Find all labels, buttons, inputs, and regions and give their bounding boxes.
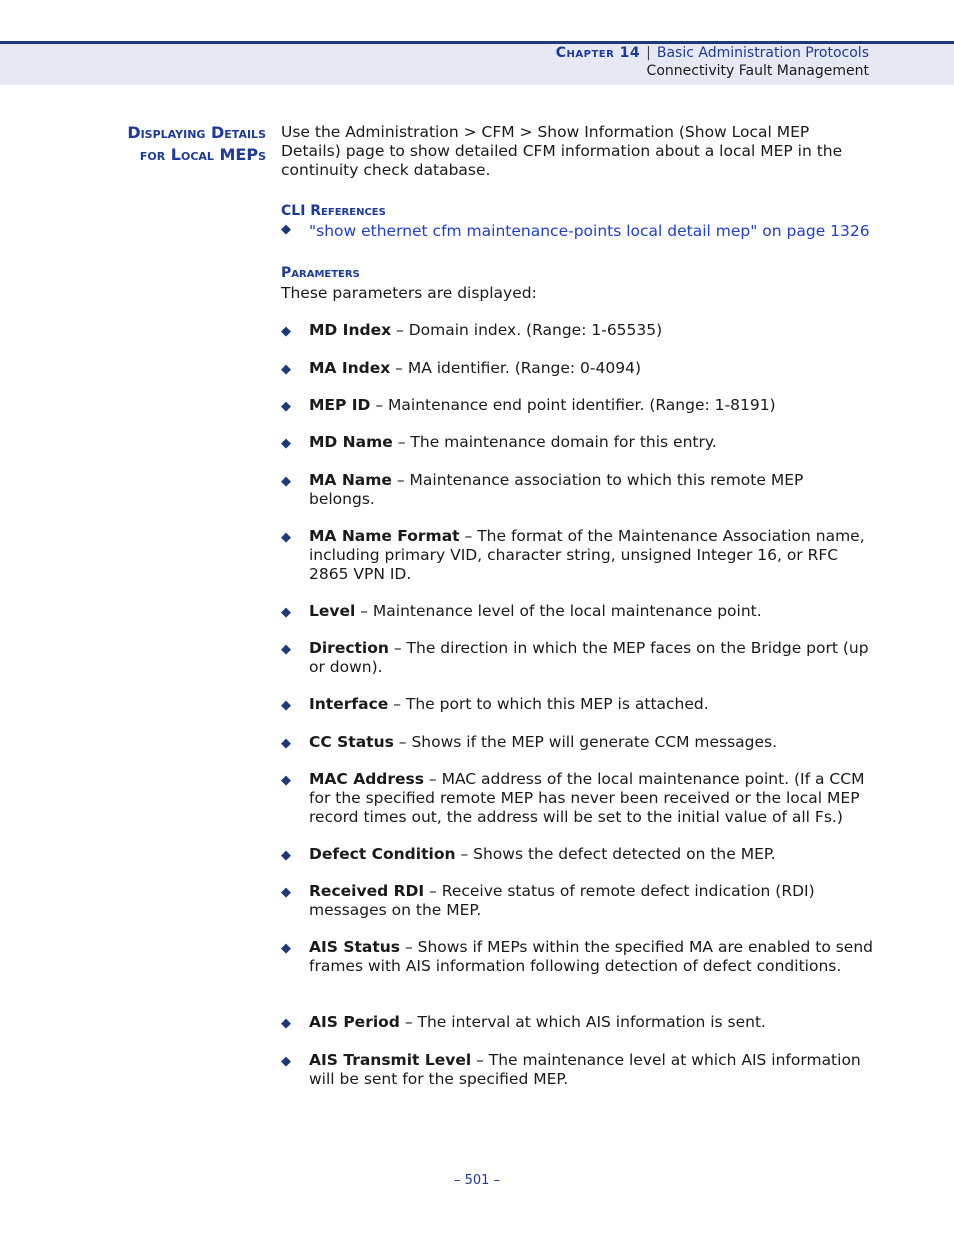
parameter-item [281, 938, 873, 976]
parameter-item [281, 602, 873, 621]
parameter-item [281, 770, 873, 827]
diamond-bullet-icon: ◆ [281, 222, 291, 237]
parameter-text [309, 845, 873, 864]
parameter-item [281, 845, 873, 864]
diamond-bullet-icon: ◆ [281, 530, 291, 545]
parameter-description: – MAC address of the local maintenance point. (If a CCM for the specified remote MEP has never been received or the local MEP record times out, the address will be set to the initial value of all Fs.) [309, 770, 865, 826]
diamond-bullet-icon: ◆ [281, 436, 291, 451]
parameter-text [309, 639, 873, 677]
parameter-name: AIS Status [309, 938, 401, 956]
parameter-item [281, 359, 873, 378]
parameter-item [281, 695, 873, 714]
parameters-intro: These parameters are displayed: [281, 284, 537, 302]
parameter-text [309, 527, 873, 584]
parameter-name: Direction [309, 639, 389, 657]
parameter-text [309, 882, 873, 920]
parameter-name: MEP ID [309, 396, 371, 414]
diamond-bullet-icon: ◆ [281, 1016, 291, 1031]
parameter-item [281, 1013, 873, 1032]
section-title-line1: Displaying Details [127, 123, 266, 142]
parameter-text [309, 770, 873, 827]
parameter-description: – Maintenance level of the local maintenance point. [355, 602, 762, 620]
parameter-text [309, 471, 873, 509]
diamond-bullet-icon: ◆ [281, 885, 291, 900]
parameter-name: Defect Condition [309, 845, 456, 863]
parameter-description: – The interval at which AIS information is sent. [399, 1013, 766, 1031]
section-name: Connectivity Fault Management [646, 63, 869, 79]
parameter-item [281, 471, 873, 509]
header-separator: | [646, 45, 651, 61]
parameters-heading: Parameters [281, 265, 360, 281]
chapter-title: Basic Administration Protocols [656, 45, 869, 61]
intro-paragraph: Use the Administration > CFM > Show Information (Show Local MEP Details) page to show detailed CFM information about a local MEP in the continuity check database. [281, 123, 843, 179]
diamond-bullet-icon: ◆ [281, 736, 291, 751]
parameter-name: Level [309, 602, 356, 620]
parameter-text [309, 602, 873, 621]
cli-reference-text[interactable]: "show ethernet cfm maintenance-points local detail mep" on page 1326 [309, 222, 870, 240]
cli-reference-link[interactable] [281, 222, 870, 240]
parameter-item [281, 733, 873, 752]
parameter-text [309, 1013, 873, 1032]
diamond-bullet-icon: ◆ [281, 399, 291, 414]
parameter-text [309, 938, 873, 976]
parameter-text [309, 359, 873, 378]
parameter-description: – The port to which this MEP is attached. [388, 695, 709, 713]
parameter-description: – Shows if MEPs within the specified MA are enabled to send frames with AIS information following detection of defect conditions. [309, 938, 874, 975]
parameter-description: – Domain index. (Range: 1-65535) [391, 321, 663, 339]
parameter-text [309, 396, 873, 415]
page-number: – 501 – [453, 1173, 501, 1188]
diamond-bullet-icon: ◆ [281, 941, 291, 956]
section-title [66, 122, 266, 166]
parameter-text [309, 695, 873, 714]
parameter-item [281, 1051, 873, 1089]
parameter-description: – Shows if the MEP will generate CCM messages. [393, 733, 778, 751]
parameter-description: – The maintenance domain for this entry. [392, 433, 717, 451]
parameter-description: – Shows the defect detected on the MEP. [455, 845, 776, 863]
cli-references-heading: CLI References [281, 203, 386, 219]
diamond-bullet-icon: ◆ [281, 474, 291, 489]
parameter-name: AIS Period [309, 1013, 400, 1031]
parameter-name: Received RDI [309, 882, 425, 900]
parameter-name: AIS Transmit Level [309, 1051, 472, 1069]
parameter-description: – The direction in which the MEP faces on the Bridge port (up or down). [309, 639, 869, 676]
diamond-bullet-icon: ◆ [281, 1054, 291, 1069]
parameter-name: MD Name [309, 433, 393, 451]
parameter-description: – The maintenance level at which AIS information will be sent for the specified MEP. [309, 1051, 861, 1088]
parameter-item [281, 639, 873, 677]
diamond-bullet-icon: ◆ [281, 773, 291, 788]
parameter-item [281, 396, 873, 415]
diamond-bullet-icon: ◆ [281, 642, 291, 657]
parameter-item [281, 882, 873, 920]
parameter-name: MA Name [309, 471, 392, 489]
parameter-name: MD Index [309, 321, 392, 339]
diamond-bullet-icon: ◆ [281, 698, 291, 713]
diamond-bullet-icon: ◆ [281, 362, 291, 377]
parameter-name: CC Status [309, 733, 394, 751]
parameter-description: – The format of the Maintenance Association name, including primary VID, character string, unsigned Integer 16, or RFC 2865 VPN ID. [309, 527, 865, 583]
parameter-description: – Maintenance end point identifier. (Range: 1-8191) [370, 396, 776, 414]
diamond-bullet-icon: ◆ [281, 848, 291, 863]
parameter-description: – Receive status of remote defect indication (RDI) messages on the MEP. [309, 882, 815, 919]
parameter-text [309, 433, 873, 452]
parameter-text [309, 1051, 873, 1089]
parameter-item [281, 433, 873, 452]
parameter-description: – MA identifier. (Range: 0-4094) [390, 359, 642, 377]
parameter-name: Interface [309, 695, 389, 713]
parameter-name: MA Name Format [309, 527, 460, 545]
parameter-item [281, 321, 873, 340]
diamond-bullet-icon: ◆ [281, 324, 291, 339]
parameter-text [309, 733, 873, 752]
section-title-line2: for Local MEPs [139, 145, 266, 164]
diamond-bullet-icon: ◆ [281, 605, 291, 620]
parameter-name: MAC Address [309, 770, 424, 788]
parameter-text [309, 321, 873, 340]
parameter-item [281, 527, 873, 584]
parameter-name: MA Index [309, 359, 391, 377]
chapter-label: Chapter 14 [555, 45, 641, 61]
running-header [556, 45, 869, 61]
parameter-description: – Maintenance association to which this remote MEP belongs. [309, 471, 804, 508]
